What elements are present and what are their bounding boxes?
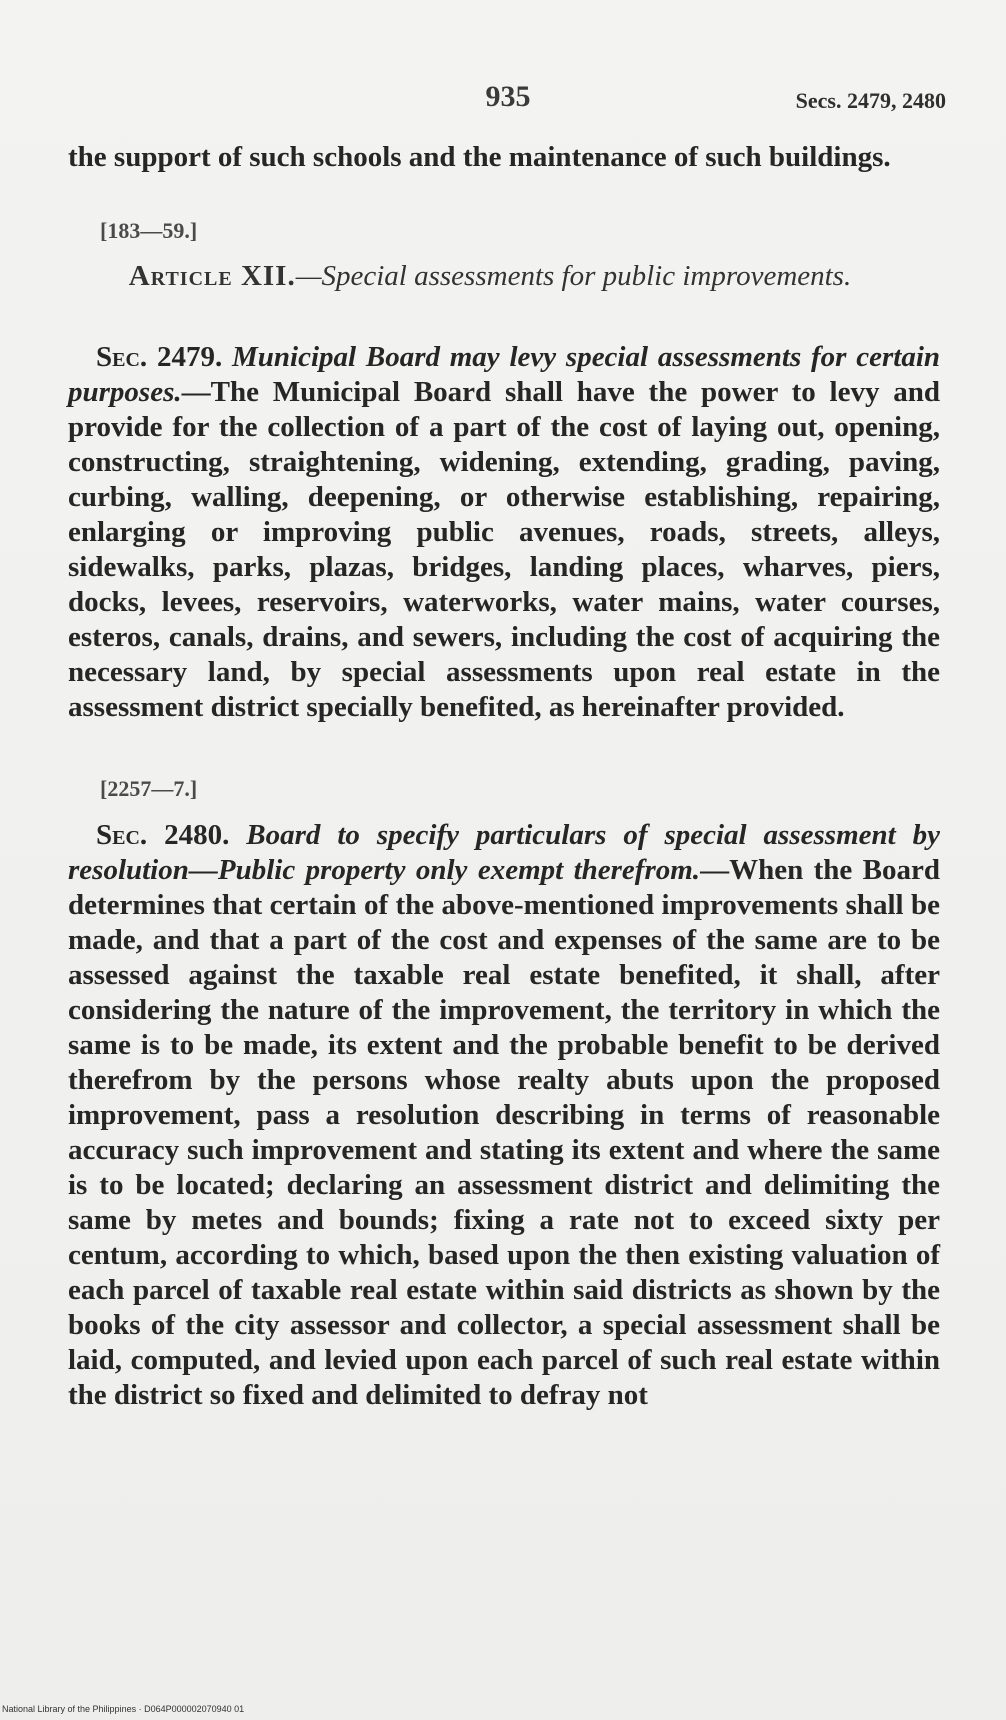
section-2479-body: —The Municipal Board shall have the power to levy and provide for the collection of a part of the cost of laying out, opening, constructing, straightening, widening, extending, grading, paving, curbing, walling, deepening, or otherwise establishing, repairing, enlarging or improving public avenues, roads, streets, alleys, sidewalks, parks, plazas, bridges, landing places, wharves, piers, docks, levees, reservoirs, waterworks, water mains, water courses, esteros, canals, drains, and sewers, including the cost of acquiring the necessary land, by special assessments upon real estate in the assessment district specially benefited, as hereinafter provided. bbox=[68, 376, 940, 723]
section-2480-body: —When the Board determines that certain of the above-mentioned improvements shall be made, and that a part of the cost and expenses of the same are to be assessed against the taxable real estate benefited, it shall, after considering the nature of the improvement, the territory in which the same is to be made, its extent and the probable benefit to be derived therefrom by the persons whose realty abuts upon the proposed improvement, pass a resolution describing in terms of reasonable accuracy such improvement and stating its extent and where the same is to be located; declaring an assessment district and delimiting the same by metes and bounds; fixing a rate not to exceed sixty per centum, according to which, based upon the then existing valuation of each parcel of taxable real estate within said districts as shown by the books of the city assessor and collector, a special assessment shall be laid, computed, and levied upon each parcel of such real estate within the district so fixed and delimited to defray not bbox=[68, 854, 940, 1411]
section-2479-ref: [2257—7.] bbox=[100, 776, 198, 801]
article-title: —Special assessments for public improvements. bbox=[295, 260, 852, 292]
section-2479-title: Municipal Board may levy special assessments for certain purposes. bbox=[68, 341, 941, 408]
section-2480-title: Board to specify particulars of special assessment by resolution—Public property only exempt therefrom. bbox=[68, 819, 940, 886]
section-2479-number: Sec. 2479. bbox=[96, 341, 223, 373]
archive-footer: National Library of the Philippines · D064P000002070940 01 bbox=[2, 1704, 245, 1714]
section-2479-paragraph bbox=[68, 340, 940, 725]
section-2480-number: Sec. 2480. bbox=[96, 819, 230, 851]
section-reference: Secs. 2479, 2480 bbox=[795, 88, 946, 113]
continuation-paragraph: the support of such schools and the maintenance of such buildings. bbox=[68, 141, 891, 173]
article-heading bbox=[90, 258, 890, 294]
continuation-ref: [183—59.] bbox=[100, 218, 198, 243]
page-header bbox=[70, 80, 946, 120]
article-number: Article XII. bbox=[128, 260, 296, 292]
page-number: 935 bbox=[485, 80, 531, 113]
section-2480-paragraph bbox=[68, 818, 940, 1413]
